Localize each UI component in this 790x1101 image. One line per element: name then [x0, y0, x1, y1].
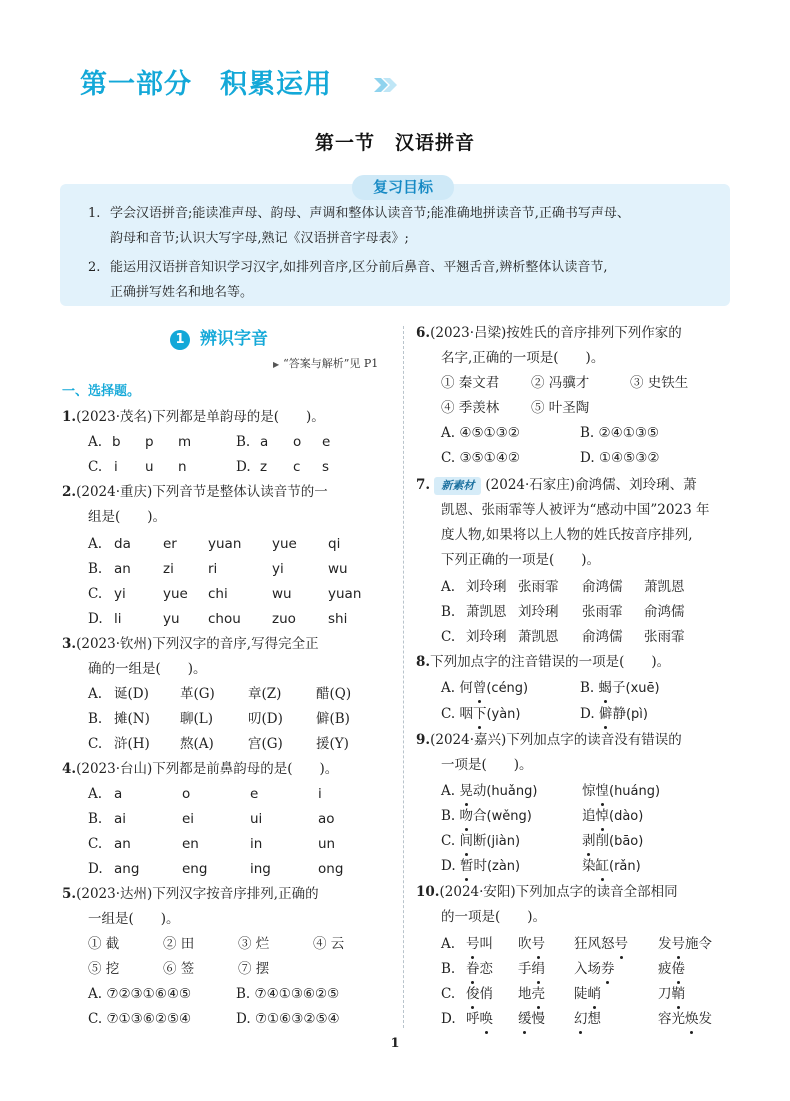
question-2: 2.(2024·重庆)下列音节是整体认读音节的一 [62, 484, 328, 500]
option-text: ri [208, 561, 218, 577]
question-3: 3.(2023·钦州)下列汉字的音序,写得完全正 [62, 636, 319, 652]
option-text: 诞(D) [114, 686, 149, 702]
option-text: zuo [272, 611, 296, 627]
option-text: ing [250, 861, 271, 877]
option-text: 呼唤 [466, 1007, 493, 1032]
option-b: B. [236, 434, 251, 450]
option-text: o [293, 434, 302, 450]
new-material-badge: 新素材 [434, 477, 481, 495]
question-8: 8.下列加点字的注音错误的一项是( )。 [416, 654, 671, 670]
option-text: 俞鸿儒 [582, 579, 623, 595]
question-10-cont: 的一项是( )。 [441, 909, 547, 925]
goal-item-1 [88, 201, 728, 251]
option-text: yi [114, 586, 126, 602]
option-text: un [318, 836, 336, 852]
option-text: 摊(N) [114, 711, 150, 727]
option-text: i [114, 459, 118, 475]
question-7-cont: 凯恩、张雨霏等人被评为“感动中国”2023 年 [441, 502, 710, 518]
option-d: D. 僻静(pì) [580, 702, 648, 727]
option-text: 援(Y) [316, 736, 349, 752]
option-c: C. [441, 629, 456, 645]
question-6: 6.(2023·吕梁)按姓氏的音序排列下列作家的 [416, 325, 682, 341]
option-text: wu [272, 586, 292, 602]
option-text: 叨(D) [248, 711, 283, 727]
option-text: 革(G) [180, 686, 215, 702]
option-text: ui [250, 811, 263, 827]
page-number: 1 [390, 1036, 400, 1051]
option-c: C. [441, 986, 456, 1002]
question-10: 10.(2024·安阳)下列加点字的读音全部相同 [416, 884, 678, 900]
option-text: z [260, 459, 268, 475]
double-chevron-icon [374, 78, 398, 92]
option-d: D. 暂时(zàn) [441, 854, 520, 879]
option-text: ao [318, 811, 335, 827]
option-text: yue [163, 586, 188, 602]
option-text: 陡峭 [574, 982, 601, 1007]
goal-number: 2. [88, 260, 101, 275]
option-text: 容光焕发 [658, 1007, 712, 1032]
name-item: ① 秦文君 [441, 375, 500, 391]
option-text: 俞鸿儒 [582, 629, 623, 645]
question-5-cont: 一组是( )。 [88, 911, 180, 927]
option-text: 幻想 [574, 1007, 601, 1032]
option-text: 剥削(bāo) [582, 829, 643, 854]
goal-item-2 [88, 255, 728, 305]
goal-number: 1. [88, 206, 101, 221]
option-text: ai [114, 811, 127, 827]
option-text: s [322, 459, 330, 475]
option-text: li [114, 611, 122, 627]
option-text: 张雨霏 [518, 579, 559, 595]
option-text: qi [328, 536, 341, 552]
question-9-cont: 一项是( )。 [441, 757, 533, 773]
goal-line: 正确拼写姓名和地名等。 [110, 285, 254, 300]
option-text: chou [208, 611, 241, 627]
question-7-cont: 下列正确的一项是( )。 [441, 552, 601, 568]
option-a: A. [88, 434, 103, 450]
option-a: A. ④⑤①③② [441, 425, 520, 441]
option-text: ong [318, 861, 344, 877]
option-text: an [114, 561, 131, 577]
option-b: B. [441, 604, 456, 620]
option-text: e [322, 434, 331, 450]
option-text: 熬(A) [180, 736, 214, 752]
option-b: B. [88, 561, 103, 577]
review-goals-tab: 复习目标 [352, 175, 454, 200]
option-a: A. [441, 936, 456, 952]
name-item: ② 冯骥才 [531, 375, 590, 391]
option-text: in [250, 836, 263, 852]
option-text: 刀鞘 [658, 982, 685, 1007]
option-text: 染缸(rǎn) [582, 854, 641, 879]
option-text: c [293, 459, 301, 475]
subsection-title-text: 辨识字音 [200, 329, 268, 349]
option-c: C. [88, 836, 103, 852]
question-3-cont: 确的一组是( )。 [88, 661, 207, 677]
option-c: C. [88, 736, 103, 752]
option-text: 俞鸿儒 [644, 604, 685, 620]
option-text: 吹号 [518, 932, 545, 957]
question-5: 5.(2023·达州)下列汉字按音序排列,正确的 [62, 886, 319, 902]
option-text: zi [163, 561, 174, 577]
option-text: 疲倦 [658, 957, 685, 982]
option-text: yuan [208, 536, 242, 552]
option-text: 萧凯恩 [518, 629, 559, 645]
option-d: D. ⑦①⑥③②⑤④ [236, 1011, 340, 1027]
option-text: 发号施令 [658, 932, 712, 957]
char-item: ③ 烂 [238, 936, 270, 952]
option-text: 章(Z) [248, 686, 282, 702]
option-a: A. 何曾(céng) [441, 676, 528, 701]
option-text: yu [163, 611, 180, 627]
option-text: 号叫 [466, 932, 493, 957]
option-text: 地壳 [518, 982, 545, 1007]
option-text: chi [208, 586, 228, 602]
question-1: 1.(2023·茂名)下列都是单韵母的是( )。 [62, 409, 325, 425]
option-c: C. 间断(jiàn) [441, 829, 520, 854]
option-text: ei [182, 811, 195, 827]
option-a: A. ⑦②③①⑥④⑤ [88, 986, 192, 1002]
option-text: yue [272, 536, 297, 552]
option-d: D. [88, 861, 103, 877]
option-text: er [163, 536, 177, 552]
option-text: 入场券 [574, 957, 615, 982]
option-c: C. 咽下(yàn) [441, 702, 520, 727]
char-item: ⑤ 挖 [88, 961, 120, 977]
char-item: ④ 云 [313, 936, 345, 952]
option-text: n [178, 459, 187, 475]
option-c: C. [88, 586, 103, 602]
option-d: D. [441, 1011, 456, 1027]
name-item: ④ 季羡林 [441, 400, 500, 416]
option-c: C. ③⑤①④② [441, 450, 520, 466]
section-title: 第一节 汉语拼音 [314, 132, 475, 154]
option-text: 缓慢 [518, 1007, 545, 1032]
option-text: wu [328, 561, 348, 577]
option-c: C. [88, 459, 103, 475]
char-item: ① 截 [88, 936, 120, 952]
char-item: ② 田 [163, 936, 195, 952]
category-heading: 一、选择题。 [62, 384, 141, 399]
option-text: 萧凯恩 [644, 579, 685, 595]
option-text: i [318, 786, 322, 802]
option-text: 张雨霏 [644, 629, 685, 645]
option-b: B. 吻合(wěng) [441, 804, 532, 829]
option-text: en [182, 836, 199, 852]
option-text: e [250, 786, 259, 802]
option-b: B. [88, 811, 103, 827]
option-b: B. ⑦④①③⑥②⑤ [236, 986, 340, 1002]
question-2-cont: 组是( )。 [88, 509, 167, 525]
question-6-cont: 名字,正确的一项是( )。 [441, 350, 605, 366]
option-text: 刘玲琍 [518, 604, 559, 620]
option-b: B. ②④①③⑤ [580, 425, 660, 441]
option-text: o [182, 786, 191, 802]
option-text: 浒(H) [114, 736, 150, 752]
option-a: A. [88, 786, 103, 802]
option-text: u [145, 459, 154, 475]
option-text: yi [272, 561, 284, 577]
option-text: an [114, 836, 131, 852]
question-4: 4.(2023·台山)下列都是前鼻韵母的是( )。 [62, 761, 339, 777]
option-text: 追悼(dào) [582, 804, 643, 829]
option-text: a [260, 434, 269, 450]
subsection-title [170, 324, 268, 350]
answer-reference: ▶ “答案与解析”见 P1 [273, 357, 379, 370]
option-text: shi [328, 611, 348, 627]
option-d: D. [236, 459, 251, 475]
question-7: 7. 新素材 (2024·石家庄)俞鸿儒、刘玲琍、萧 [416, 477, 697, 493]
option-text: a [114, 786, 123, 802]
name-item: ⑤ 叶圣陶 [531, 400, 590, 416]
option-text: 惊惶(huáng) [582, 779, 660, 804]
triangle-right-icon: ▶ [273, 360, 280, 369]
option-text: 刘玲琍 [466, 629, 507, 645]
option-a: A. [88, 686, 103, 702]
option-b: B. 蝎子(xuē) [580, 676, 660, 701]
goal-line: 学会汉语拼音;能读准声母、韵母、声调和整体认读音节;能准确地拼读音节,正确书写声母、 [110, 206, 630, 221]
option-text: 手绢 [518, 957, 545, 982]
goal-line: 韵母和音节;认识大写字母,熟记《汉语拼音字母表》; [110, 231, 409, 246]
option-text: da [114, 536, 131, 552]
subsection-number-badge: 1 [170, 330, 190, 350]
option-text: 宫(G) [248, 736, 283, 752]
column-divider [403, 326, 404, 1028]
option-text: 刘玲琍 [466, 579, 507, 595]
option-d: D. [88, 611, 103, 627]
part-title: 第一部分 积累运用 [80, 69, 332, 100]
option-text: ang [114, 861, 140, 877]
option-text: p [145, 434, 154, 450]
option-text: b [112, 434, 121, 450]
option-text: 狂风怒号 [574, 932, 628, 957]
option-text: 萧凯恩 [466, 604, 507, 620]
option-text: 张雨霏 [582, 604, 623, 620]
char-item: ⑥ 签 [163, 961, 195, 977]
question-7-cont: 度人物,如果将以上人物的姓氏按音序排列, [441, 527, 693, 543]
option-a: A. [441, 579, 456, 595]
option-text: 俊俏 [466, 982, 493, 1007]
option-b: B. [441, 961, 456, 977]
goal-line: 能运用汉语拼音知识学习汉字,如排列音序,区分前后鼻音、平翘舌音,辨析整体认读音节, [110, 260, 608, 275]
option-text: 眷恋 [466, 957, 493, 982]
option-text: m [178, 434, 192, 450]
option-c: C. ⑦①③⑥②⑤④ [88, 1011, 192, 1027]
option-text: yuan [328, 586, 362, 602]
char-item: ⑦ 摆 [238, 961, 270, 977]
option-text: 聊(L) [180, 711, 213, 727]
option-text: 醋(Q) [316, 686, 352, 702]
option-b: B. [88, 711, 103, 727]
option-a: A. 晃动(huǎng) [441, 779, 537, 804]
name-item: ③ 史铁生 [630, 375, 689, 391]
question-9: 9.(2024·嘉兴)下列加点字的读音没有错误的 [416, 732, 682, 748]
option-text: 僻(B) [316, 711, 350, 727]
option-a: A. [88, 536, 103, 552]
option-d: D. ①④⑤③② [580, 450, 660, 466]
option-text: eng [182, 861, 208, 877]
